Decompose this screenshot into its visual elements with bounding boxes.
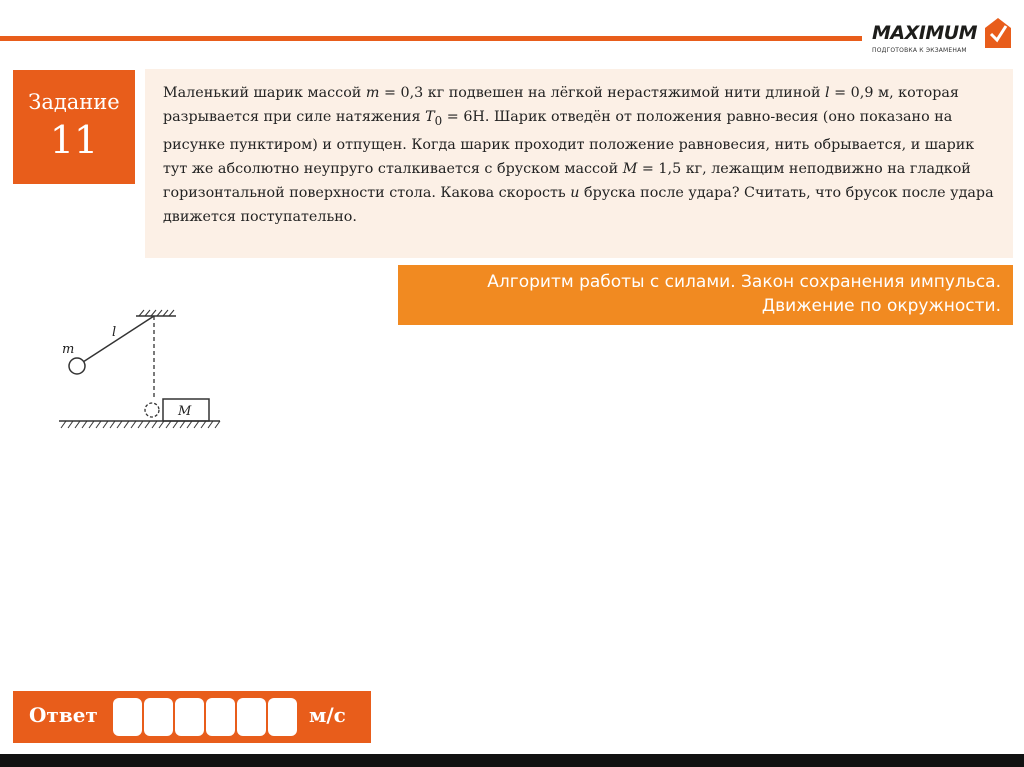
thread bbox=[83, 316, 154, 362]
topic-banner bbox=[398, 265, 1013, 325]
floor-hatch bbox=[61, 421, 220, 428]
thread-label: l bbox=[112, 325, 117, 340]
topic-line-2: Движение по окружности. bbox=[761, 296, 1001, 316]
ball-label: m bbox=[62, 342, 75, 357]
logo-text: MAXIMUM bbox=[872, 22, 978, 44]
answer-cell[interactable] bbox=[144, 698, 173, 736]
pendulum-diagram bbox=[56, 305, 226, 435]
ball-equilibrium bbox=[145, 403, 159, 417]
task-label: Задание bbox=[28, 90, 120, 114]
task-number: 11 bbox=[49, 118, 99, 162]
topic-line-1: Алгоритм работы с силами. Закон сохранения импульса. bbox=[487, 272, 1001, 292]
answer-bar bbox=[13, 691, 371, 743]
ball bbox=[69, 358, 85, 374]
header-rule bbox=[0, 36, 862, 41]
answer-cell[interactable] bbox=[268, 698, 297, 736]
answer-cell[interactable] bbox=[206, 698, 235, 736]
block-label: M bbox=[178, 404, 192, 419]
logo-mark-icon bbox=[984, 16, 1012, 50]
maximum-logo bbox=[872, 16, 1012, 62]
problem-text: Маленький шарик массой m = 0,3 кг подвешен на лёгкой нерастяжимой нити длиной l = 0,9 м, которая разрывается при силе натяжения $T_0 = 6Н$. Шарик отведён от положения равно-весия (оно показано на рисунке пунктиром) и отпущен. Когда шарик проходит положение равновесия, нить обрывается, и шарик тут же абсолютно неупруго сталкивается с бруском массой M = 1,5 кг, лежащим неподвижно на гладкой горизонтальной поверхности стола. Какова скорость u бруска после удара? Считать, что брусок после удара движется поступательно. bbox=[163, 85, 994, 225]
ceiling-hatch bbox=[139, 310, 174, 316]
footer-rule bbox=[0, 754, 1024, 767]
logo-subtitle: ПОДГОТОВКА К ЭКЗАМЕНАМ bbox=[872, 47, 967, 54]
task-badge bbox=[13, 70, 135, 184]
problem-statement bbox=[145, 69, 1013, 258]
answer-cell[interactable] bbox=[175, 698, 204, 736]
answer-cells bbox=[113, 698, 297, 736]
answer-unit: м/с bbox=[309, 703, 346, 727]
answer-label: Ответ bbox=[29, 703, 98, 727]
answer-cell[interactable] bbox=[113, 698, 142, 736]
answer-cell[interactable] bbox=[237, 698, 266, 736]
